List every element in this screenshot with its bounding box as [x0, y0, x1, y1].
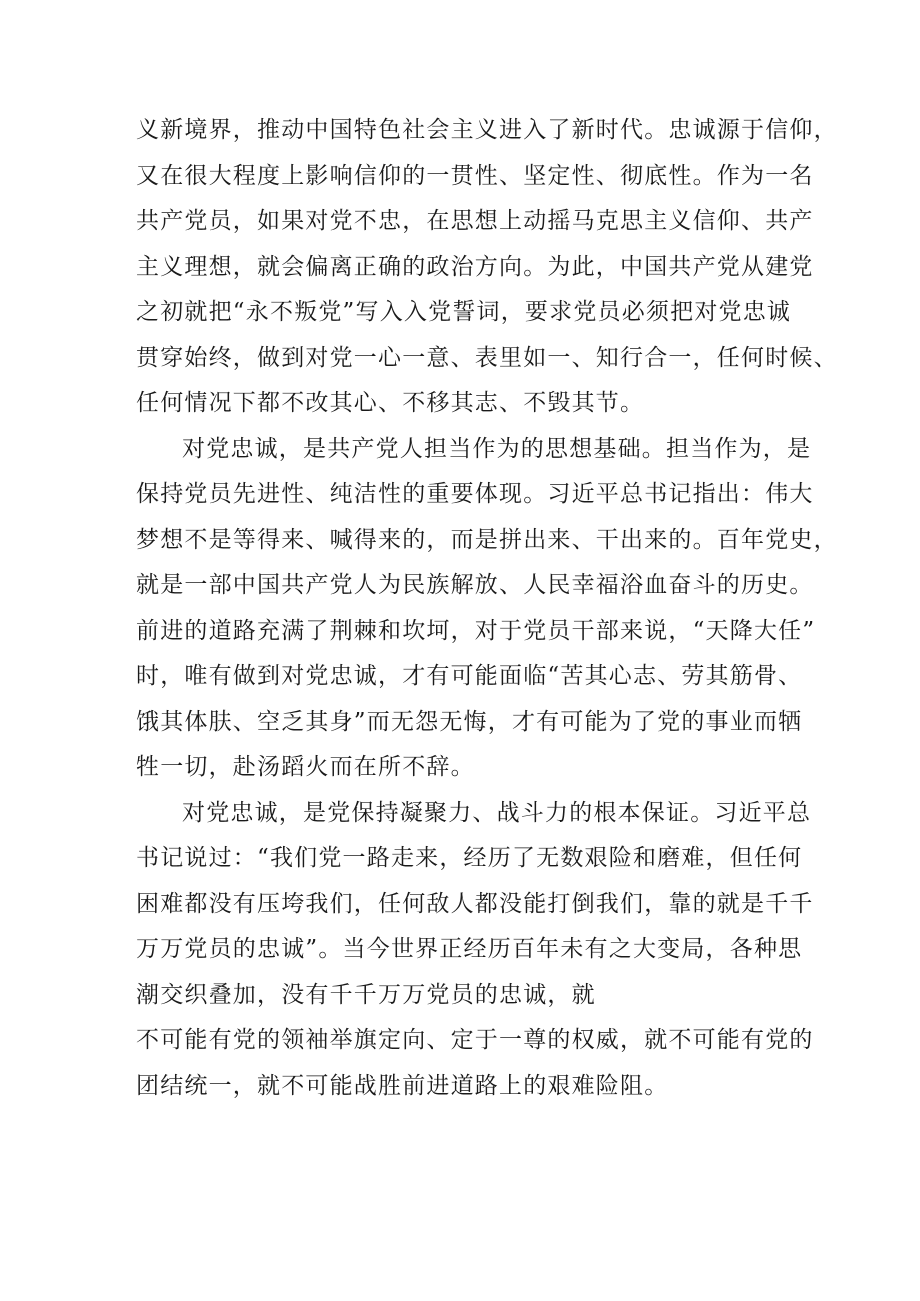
- text-line: 困难都没有压垮我们，任何敌人都没能打倒我们，靠的就是千千: [136, 890, 814, 917]
- text-line: 潮交织叠加，没有千千万万党员的忠诚，就: [136, 981, 596, 1008]
- text-line: 书记说过：“我们党一路走来，经历了无数艰险和磨难，但任何: [136, 845, 803, 871]
- text-line: 贯穿始终，做到对党一心一意、表里如一、知行合一，任何时候、: [136, 344, 838, 371]
- text-line: 牲一切，赴汤蹈火而在所不辞。: [136, 754, 475, 780]
- text-line: 又在很大程度上影响信仰的一贯性、坚定性、彻底性。作为一名: [136, 162, 814, 189]
- text-line: 时，唯有做到对党忠诚，才有可能面临“苦其心志、劳其筋骨、: [136, 663, 803, 689]
- text-line: 饿其体肤、空乏其身”而无怨无悔，才有可能为了党的事业而牺: [136, 708, 803, 735]
- text-line: 任何情况下都不改其心、不移其志、不毁其节。: [136, 390, 645, 416]
- text-line: 梦想不是等得来、喊得来的，而是拼出来、干出来的。百年党史，: [136, 526, 838, 553]
- text-line: 保持党员先进性、纯洁性的重要体现。习近平总书记指出：伟大: [136, 481, 814, 507]
- text-line: 主义理想，就会偏离正确的政治方向。为此，中国共产党从建党: [136, 253, 814, 280]
- text-line: 前进的道路充满了荆棘和坎坷，对于党员干部来说，“天降大任”: [136, 617, 816, 644]
- text-line: 团结统一，就不可能战胜前进道路上的艰难险阻。: [136, 1072, 669, 1099]
- body-text: [136, 108, 838, 1109]
- text-line: 万万党员的忠诚”。当今世界正经历百年未有之大变局，各种思: [136, 936, 803, 962]
- text-line: 义新境界，推动中国特色社会主义进入了新时代。忠诚源于信仰，: [136, 117, 838, 143]
- text-line: 不可能有党的领袖举旗定向、定于一尊的权威，就不可能有党的: [136, 1027, 814, 1053]
- text-line: 共产党员，如果对党不忠，在思想上动摇马克思主义信仰、共产: [136, 208, 814, 234]
- text-line: 之初就把“永不叛党”写入入党誓词，要求党员必须把对党忠诚: [136, 299, 792, 325]
- paragraph-start-line: 对党忠诚，是共产党人担当作为的思想基础。担当作为，是: [182, 435, 812, 462]
- paragraph-start-line: 对党忠诚，是党保持凝聚力、战斗力的根本保证。习近平总: [182, 799, 812, 826]
- text-line: 就是一部中国共产党人为民族解放、人民幸福浴血奋斗的历史。: [136, 572, 814, 598]
